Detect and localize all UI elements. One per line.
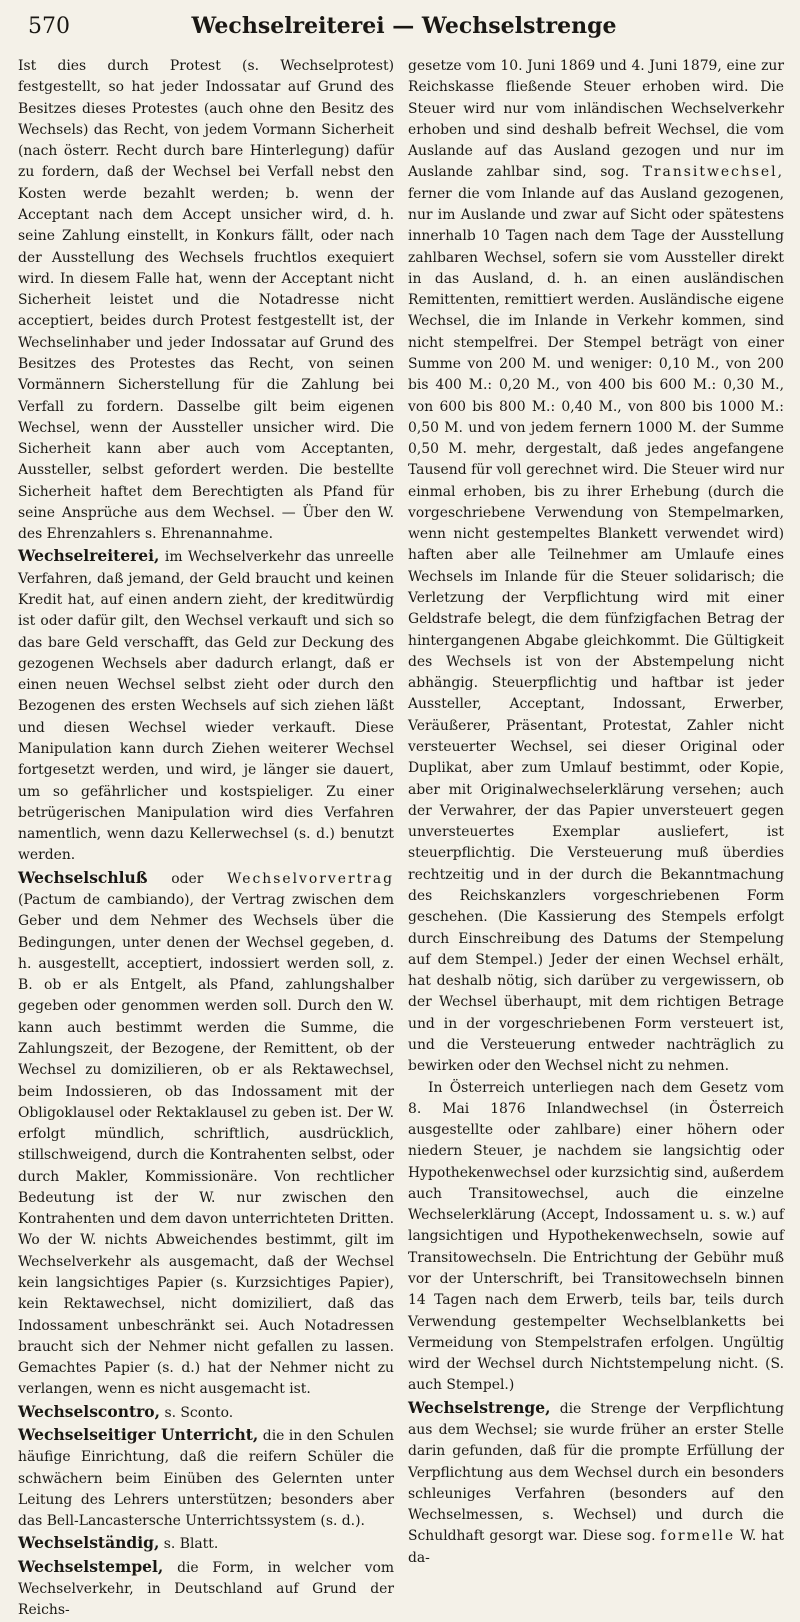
page-number: 570 [28, 13, 70, 39]
right-column [408, 56, 785, 1566]
entry-keyword: Wechselseitiger Unterricht, [18, 1425, 259, 1444]
entry-text: oder [147, 870, 228, 887]
spaced-term: Wechselvorvertrag [227, 870, 394, 887]
paragraph-text: gesetze vom 10. Juni 1869 und 4. Juni 1879, eine zur Reichskasse fließende Steuer erhoben wird. Die Steuer wird nur vom inländischen Wechselverkehr erhoben und sind deshalb befreit Wechsel, die vom Auslande auf das Ausland gezogen und nur im Auslande zahlbar sind, sog. [408, 58, 784, 181]
entry-text: W. hat da- [408, 1528, 785, 1566]
entry-text: die Strenge der Verpflichtung aus dem Wechsel; sie wurde früher an erster Stelle darin gefunden, daß für die prompte Erfüllung der Verpflichtung aus dem Wechsel durch ein besonders schleuniges Verfahren (besonders auf den Wechselmessen, s. Wechsel) und durch die Schuldhaft gesorgt war. Diese sog. [408, 1400, 784, 1545]
entry-keyword: Wechselstempel, [18, 1556, 164, 1576]
entry-text: im Wechselverkehr das unreelle Verfahren, daß jemand, der Geld braucht und keinen Kredit hat, auf einen andern zieht, der kreditwürdig ist oder dafür gilt, den Wechsel verkauft und sich so das bare Geld verschafft, das Geld zur Deckung des gezogenen Wechsels aber dadurch erlangt, daß er einen neuen Wechsel selbst zieht oder durch den Bezogenen des ersten Wechsels auf sich ziehen läßt und diesen Wechsel wieder verkauft. Diese Manipulation kann durch Ziehen weiterer Wechsel fortgesetzt werden, und wird, je länger sie dauert, um so gefährlicher und kostspieliger. Zu einer betrügerischen Manipulation wird dies Verfahren namentlich, wenn dazu Kellerwechsel (s. d.) benutzt werden. [18, 549, 394, 864]
entry-wechselreiterei [18, 545, 394, 866]
entry-wechselstaendig [18, 1532, 394, 1555]
spaced-term: formelle [660, 1528, 736, 1545]
entry-text: die Form, in welcher vom Wechselverkehr, in Deutschland auf Grund der Reichs- [18, 1559, 394, 1619]
text-columns [18, 56, 785, 1619]
entry-text: (Pactum de cambiando), der Vertrag zwischen dem Geber und dem Nehmer des Wechsels über die Bedingungen, unter denen der Wechsel gegeben, d. h. ausgestellt, acceptiert, indossiert werden soll, z. B. ob er als Entgelt, als Pfand, zahlungshalber gegeben oder genommen werden soll. Durch den W. kann auch bestimmt werden die Summe, die Zahlungszeit, der Bezogene, der Remittent, ob der Wechsel zu domizilieren, ob er als Rektawechsel, beim Indossieren, ob das Indossament mit der Obligoklausel oder Rektaklausel zu geben ist. Der W. erfolgt mündlich, schriftlich, ausdrücklich, stillschweigend, durch die Kontrahenten selbst, oder durch Makler, Kommissionäre. Von rechtlicher Bedeutung ist der W. nur zwischen den Kontrahenten und dem davon unterrichteten Dritten. Wo der W. nichts Abweichendes bestimmt, gilt im Wechselverkehr als ausgemacht, daß der Wechsel kein langsichtiges Papier (s. Kurzsichtiges Papier), kein Rektawechsel, nicht domiziliert, daß das Indossament unbeschränkt sei. Auch Notadressen braucht sich der Nehmer nicht gefallen zu lassen. Gemachtes Papier (s. d.) hat der Nehmer nicht zu verlangen, wenn es nicht ausgemacht ist. [18, 891, 394, 1398]
spaced-term: Transitwechsel, [642, 164, 784, 181]
entry-wechselscontro [18, 1401, 394, 1424]
entry-text: s. Blatt. [159, 1536, 219, 1553]
entry-wechselseitiger-unterricht [18, 1424, 394, 1532]
entry-keyword: Wechselschluß [18, 867, 148, 887]
page-header [28, 6, 780, 46]
entry-wechselstrenge [408, 1397, 784, 1569]
paragraph: In Österreich unterliegen nach dem Gesetz vom 8. Mai 1876 Inlandwechsel (in Österreich ausgestellte oder zahlbare) einer höhern oder niedern Steuer, je nachdem sie langsichtig oder Hypothekenwechsel oder kurzsichtig sind, außerdem auch Transitowechsel, auch die einzelne Wechselerklärung (Accept, Indossament u. s. w.) auf langsichtigen und Hypothekenwechseln, sowie auf Transitowechseln. Die Entrichtung der Gebühr muß vor der Unterschrift, bei Transitowechseln binnen 14 Tagen nach dem Erwerb, teils bar, teils durch Verwendung gestempelter Wechselblanketts bei Vermeidung von Stempelstrafen erfolgen. Ungültig wird der Wechsel durch Nichtstempelung nicht. (S. auch Stempel.) [408, 1079, 784, 1394]
paragraph-text: ferner die vom Inlande auf das Ausland gezogenen, nur im Auslande und zwar auf Sicht oder spätestens innerhalb 10 Tagen nach dem Tage der Ausstellung zahlbaren Wechsel, sofern sie vom Aussteller direkt in das Ausland, d. h. an einen ausländischen Remittenten, remittiert werden. Ausländische eigene Wechsel, die im Inlande in Verkehr kommen, sind nicht stempelfrei. Der Stempel beträgt von einer Summe von 200 M. und weniger: 0,10 M., von 200 bis 400 M.: 0,20 M., von 400 bis 600 M.: 0,30 M., von 600 bis 800 M.: 0,40 M., von 800 bis 1000 M.: 0,50 M. und von jedem fernern 1000 M. der Summe 0,50 M. mehr, dergestalt, daß jedes angefangene Tausend für voll gerechnet wird. Die Steuer wird nur einmal erhoben, bis zu ihrer Erhebung (durch die vorgeschriebene Verwendung von Stempelmarken, wenn nicht gestempeltes Blankett verwendet wird) haften aber alle Teilnehmer am Umlaufe eines Wechsels im Inlande für die Steuer solidarisch; die Verletzung der Verpflichtung wird mit einer Geldstrafe belegt, die dem fünfzigfachen Betrag der hintergangenen Abgabe gleichkommt. Die Gültigkeit des Wechsels ist von der Abstempelung nicht abhängig. Steuerpflichtig und haftbar ist jeder Aussteller, Acceptant, Indossant, Erwerber, Veräußerer, Präsentant, Protestat, Zahler nicht versteuerter Wechsel, sei dieser Original oder Duplikat, aber zum Umlauf bestimmt, oder Kopie, aber mit Originalwechselerklärung versehen; auch der Verwahrer, der das Papier unversteuert gegen unversteuertes Exemplar ausliefert, ist steuerpflichtig. Die Versteuerung muß überdies rechtzeitig und in der durch die Bekanntmachung des Reichskanzlers vorgeschriebenen Form geschehen. (Die Kassierung des Stempels erfolgt durch Einschreibung des Datums der Stempelung auf dem Stempel.) Jeder der einen Wechsel erhält, hat deshalb nötig, sich darüber zu vergewissern, ob der Wechsel überhaupt, mit dem richtigen Betrage und in der vorgeschriebenen Form versteuert ist, und die Versteuerung entweder nachträglich zu bewirken oder den Wechsel nicht zu nehmen. [408, 185, 784, 1075]
paragraph [408, 56, 784, 1078]
entry-wechselstempel [18, 1556, 394, 1622]
paragraph: Ist dies durch Protest (s. Wechselprotest) festgestellt, so hat jeder Indossatar auf Grund des Besitzes dieses Protestes (auch ohne den Besitz des Wechsels) das Recht, von jedem Vormann Sicherheit (nach österr. Recht durch bare Hinterlegung) dafür zu fordern, daß der Wechsel bei Verfall nebst den Kosten werde bezahlt werden; b. wenn der Acceptant nach dem Accept unsicher wird, d. h. seine Zahlung einstellt, in Konkurs fällt, oder nach der Ausstellung des Wechsels fruchtlos exequiert wird. In diesem Falle hat, wenn der Acceptant nicht Sicherheit leistet und die Notadresse nicht acceptiert, beides durch Protest festgestellt ist, der Wechselinhaber und jeder Indossatar auf Grund des Besitzes des Protestes das Recht, von seinen Vormännern Sicherstellung für die Zahlung bei Verfall zu fordern. Dasselbe gilt beim eigenen Wechsel, wenn der Aussteller unsicher wird. Die Sicherheit kann aber auch vom Acceptanten, Aussteller, selbst gefordert werden. Die bestellte Sicherheit haftet dem Berechtigten als Pfand für seine Ansprüche aus dem Wechsel. — Über den W. des Ehrenzahlers s. Ehrenannahme. [18, 58, 394, 543]
entry-text: s. Sconto. [160, 1404, 234, 1421]
running-head: Wechselreiterei — Wechselstrenge [191, 13, 617, 39]
entry-text: die in den Schulen häufige Einrichtung, daß die reifern Schüler die schwächern beim Einüben des Gelernten unter Leitung des Lehrers unterstützen; besonders aber das Bell-Lancastersche Unterrichtssystem (s. d.). [18, 1428, 395, 1530]
entry-wechselschluss [18, 867, 394, 1401]
entry-keyword: Wechselständig, [18, 1533, 160, 1553]
entry-keyword: Wechselstrenge, [408, 1397, 551, 1417]
entry-keyword: Wechselreiterei, [18, 546, 160, 566]
entry-keyword: Wechselscontro, [18, 1401, 161, 1421]
left-column [18, 56, 395, 1619]
